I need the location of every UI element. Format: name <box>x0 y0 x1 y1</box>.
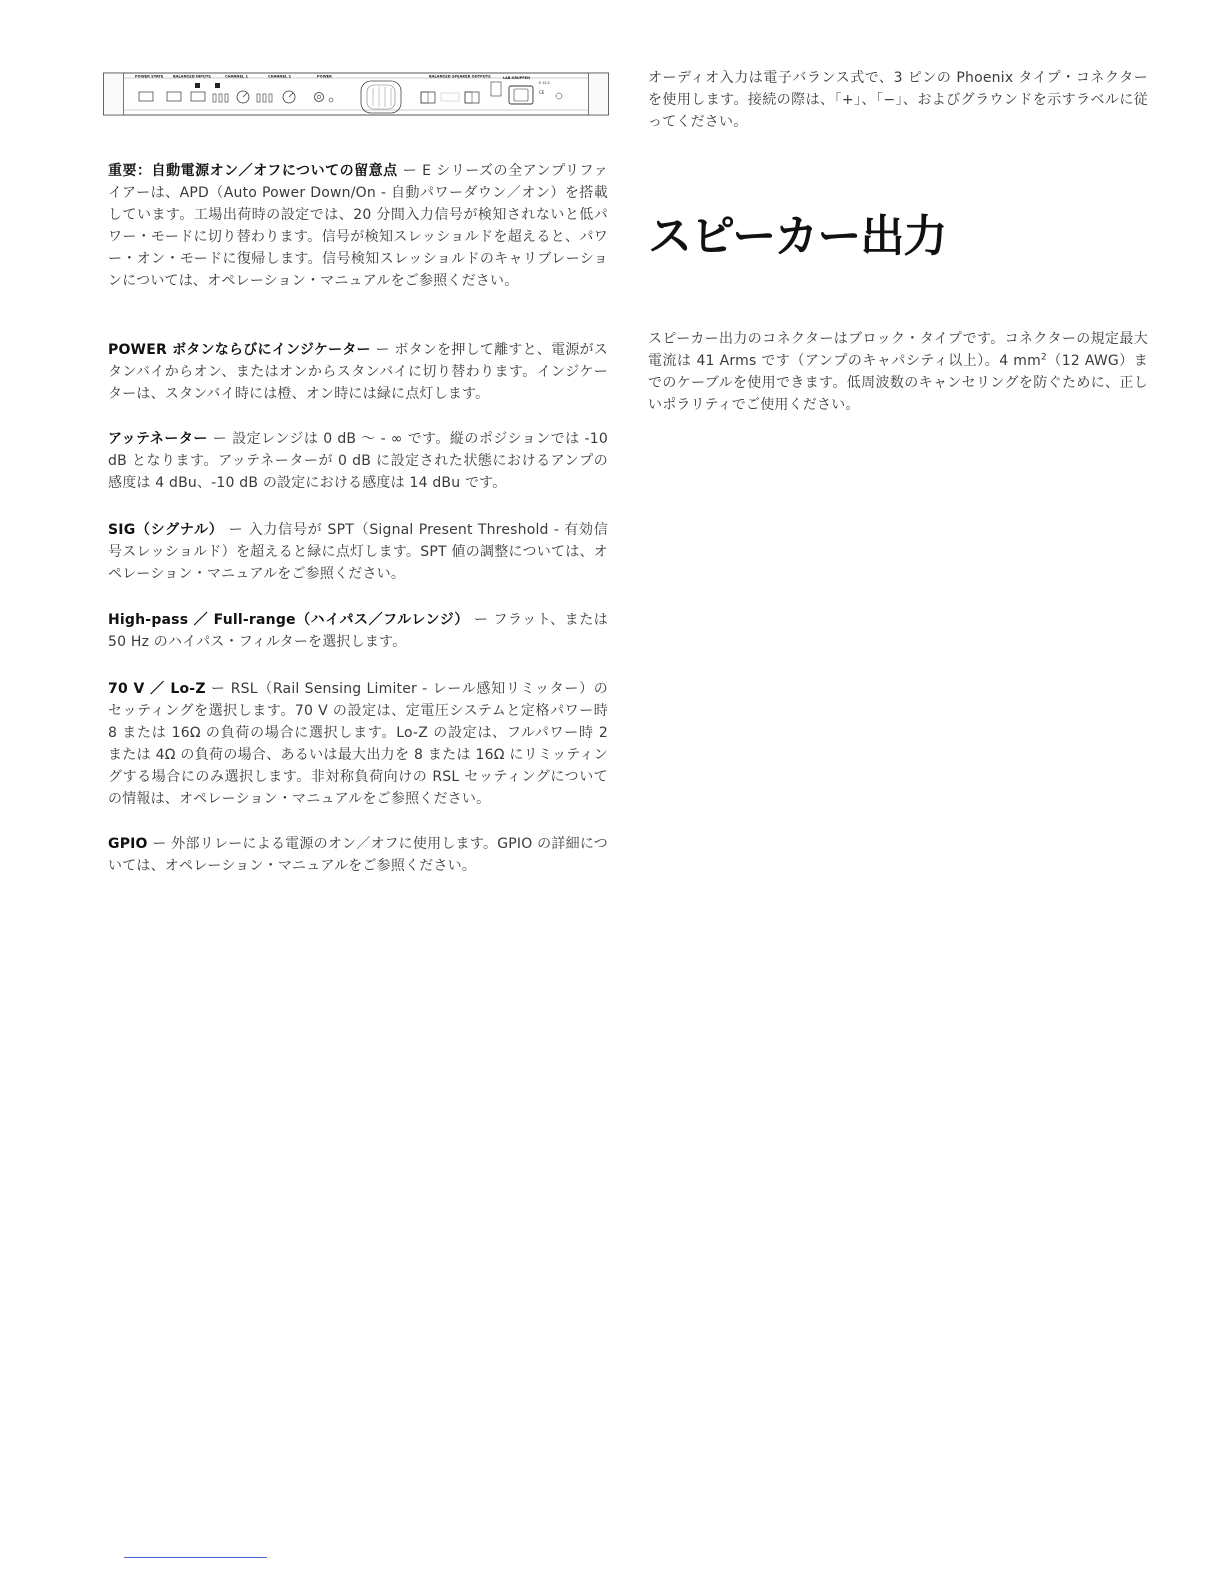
speaker-output-text-2: （12 AWG）までのケーブルを使用できます。低周波数のキャンセリングを防ぐために、正しいポラリティでご使用ください。 <box>648 353 1148 413</box>
footer-rule <box>124 1557 267 1558</box>
attenuator-title: アッテネーター <box>108 431 208 447</box>
gpio-paragraph <box>108 833 608 877</box>
panel-label-channel-1: CHANNEL 1 <box>225 74 248 79</box>
sig-body: ー 入力信号が SPT（Signal Present Threshold - 有効信号スレッショルド）を超えると緑に点灯します。SPT 値の調整については、オペレーション・マニュアルをご参照ください。 <box>108 522 608 582</box>
power-button-paragraph <box>108 339 608 405</box>
loz-title: 70 V ／ Lo-Z <box>108 681 206 697</box>
loz-body: ー RSL（Rail Sensing Limiter - レール感知リミッター）のセッティングを選択します。70 V の設定は、定電圧システムと定格パワー時 8 または 16Ω の負荷の場合に選択します。Lo-Z の設定は、フルパワー時 2 または 4Ω の負荷の場合、あるいは最大出力を 8 または 16Ω にリミッティングする場合にのみ選択します。非対称負荷向けの RSL セッティングについての情報は、オペレーション・マニュアルをご参照ください。 <box>108 681 608 807</box>
power-button-body: ー ボタンを押して離すと、電源がスタンバイからオン、またはオンからスタンバイに切り替わります。インジケーターは、スタンバイ時には橙、オン時には緑に点灯します。 <box>108 342 609 402</box>
highpass-body: ー フラット、または 50 Hz のハイパス・フィルターを選択します。 <box>108 612 608 650</box>
panel-label-balanced-inputs: BALANCED INPUTS <box>173 74 211 79</box>
panel-label-power-state: POWER STATE <box>135 74 164 79</box>
panel-ce-mark: CE <box>539 90 545 95</box>
speaker-output-paragraph <box>648 328 1148 416</box>
speaker-output-heading: スピーカー出力 <box>648 211 947 262</box>
highpass-title: High-pass ／ Full-range（ハイパス／フルレンジ） <box>108 612 469 628</box>
panel-label-speaker-outputs: BALANCED SPEAKER OUTPUTS <box>429 74 491 79</box>
attenuator-paragraph <box>108 428 608 494</box>
apd-note-paragraph <box>108 160 608 292</box>
highpass-paragraph <box>108 609 608 653</box>
apd-note-title: 重要：自動電源オン／オフについての留意点 <box>108 163 398 179</box>
gpio-body: ー 外部リレーによる電源のオン／オフに使用します。GPIO の詳細については、オペレーション・マニュアルをご参照ください。 <box>108 836 608 874</box>
panel-label-channel-2: CHANNEL 2 <box>268 74 291 79</box>
loz-paragraph <box>108 678 608 810</box>
panel-brand-logo: LAB.GRUPPEN <box>503 76 530 80</box>
sig-title: SIG（シグナル） <box>108 522 224 538</box>
audio-input-paragraph: オーディオ入力は電子バランス式で、3 ピンの Phoenix タイプ・コネクターを使用します。接続の際は、「+」、「−」、およびグラウンドを示すラベルに従ってください。 <box>648 70 1148 130</box>
apd-note-body: ー E シリーズの全アンプリファイアーは、APD（Auto Power Down/On - 自動パワーダウン／オン）を搭載しています。工場出荷時の設定では、20 分間入力信号が検知されないと低パワー・モードに切り替わります。信号が検知スレッショルドを超えると、パワー・オン・モードに復帰します。信号検知スレッショルドのキャリブレーションについては、オペレーション・マニュアルをご参照ください。 <box>108 163 608 289</box>
sig-paragraph <box>108 519 608 585</box>
panel-label-power: POWER <box>317 74 332 79</box>
power-button-title: POWER ボタンならびにインジケーター <box>108 342 371 358</box>
amplifier-rear-panel-illustration <box>103 70 609 120</box>
speaker-output-superscript: 2 <box>1040 352 1047 363</box>
attenuator-body: ー 設定レンジは 0 dB 〜 - ∞ です。縦のポジションでは -10 dB となります。アッテネーターが 0 dB に設定された状態におけるアンプの感度は 4 dBu、-10 dB の設定における感度は 14 dBu です。 <box>108 431 608 491</box>
speaker-output-text-1: スピーカー出力のコネクターはブロック・タイプです。コネクターの規定最大電流は 41 Arms です（アンプのキャパシティ以上）。4 mm <box>648 331 1148 369</box>
panel-model-label: E 12:2 <box>539 81 550 85</box>
gpio-title: GPIO <box>108 836 148 852</box>
